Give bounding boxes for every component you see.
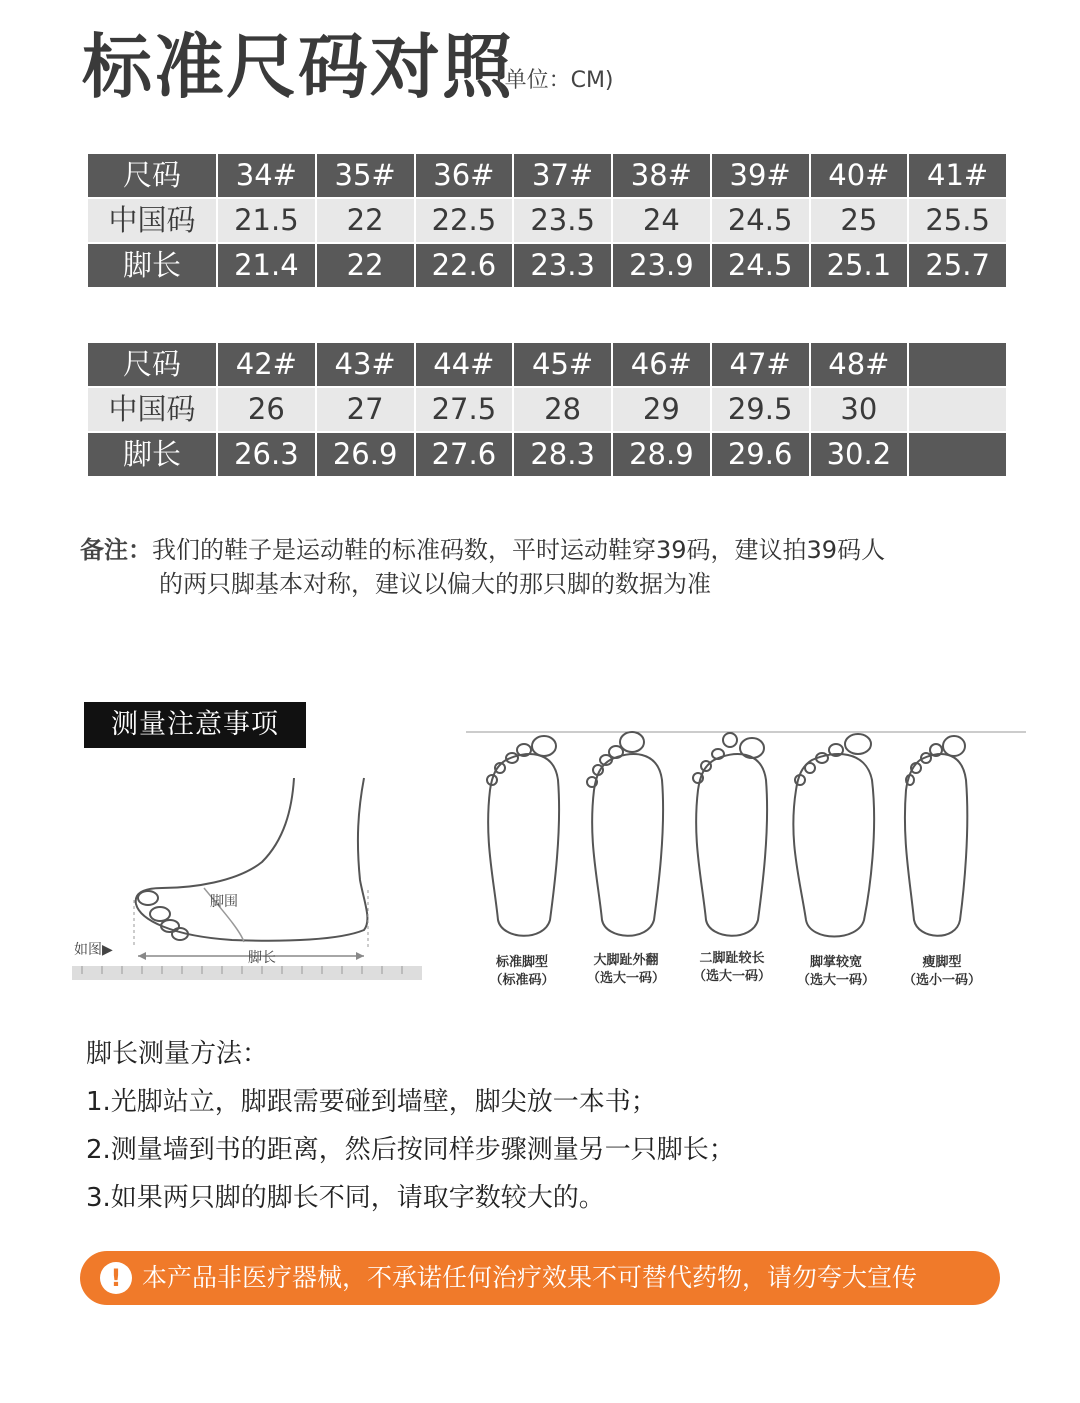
page-title: 标准尺码对照	[82, 26, 514, 108]
foot-cell: 28.3	[514, 433, 611, 476]
length-label: 脚长	[248, 950, 276, 966]
size-cell: 41#	[909, 154, 1006, 197]
china-cell: 26	[218, 388, 315, 431]
foot-cell: 22	[317, 244, 414, 287]
foot-length-row	[88, 244, 1006, 287]
size-row	[88, 343, 1006, 386]
foot-type-hint: （选大一码）	[586, 971, 666, 986]
foot-type-hint: （选大一码）	[692, 969, 772, 984]
foot-cell: 25.1	[811, 244, 908, 287]
size-cell: 38#	[613, 154, 710, 197]
foot-cell: 22.6	[416, 244, 513, 287]
row-header: 脚长	[88, 433, 216, 476]
remark-line-1: 我们的鞋子是运动鞋的标准码数，平时运动鞋穿39码，建议拍39码人	[152, 536, 886, 564]
china-cell: 21.5	[218, 199, 315, 242]
size-row	[88, 154, 1006, 197]
size-cell: 43#	[317, 343, 414, 386]
size-table-1	[86, 152, 1008, 289]
china-cell: 25.5	[909, 199, 1006, 242]
foot-cell: 26.3	[218, 433, 315, 476]
foot-cell: 29.6	[712, 433, 809, 476]
disclaimer-banner	[80, 1251, 1000, 1305]
exclamation-icon: !	[100, 1262, 132, 1294]
china-cell: 25	[811, 199, 908, 242]
china-cell: 24.5	[712, 199, 809, 242]
row-header: 中国码	[88, 199, 216, 242]
china-cell: 29	[613, 388, 710, 431]
foot-type-name: 二脚趾较长	[699, 951, 765, 966]
size-cell: 48#	[811, 343, 908, 386]
size-cell: 37#	[514, 154, 611, 197]
size-cell: 46#	[613, 343, 710, 386]
foot-type-name: 大脚趾外翻	[593, 953, 659, 968]
remark-label: 备注：	[80, 536, 152, 564]
foot-type-hint: （选小一码）	[902, 973, 982, 988]
foot-length-row	[88, 433, 1006, 476]
size-cell: 39#	[712, 154, 809, 197]
row-header: 脚长	[88, 244, 216, 287]
foot-cell	[909, 433, 1006, 476]
size-cell: 34#	[218, 154, 315, 197]
as-shown-label: 如图▶	[74, 942, 113, 958]
foot-cell: 23.9	[613, 244, 710, 287]
foot-cell: 21.4	[218, 244, 315, 287]
foot-cell: 30.2	[811, 433, 908, 476]
unit-label: (单位：CM)	[496, 68, 614, 93]
measure-method	[86, 1030, 735, 1222]
method-title: 脚长测量方法：	[86, 1039, 269, 1069]
measure-notes-badge: 测量注意事项	[84, 702, 306, 748]
foot-types-illustration	[466, 720, 1026, 1000]
method-step: 3.如果两只脚的脚长不同，请取字数较大的。	[86, 1183, 605, 1213]
china-cell: 28	[514, 388, 611, 431]
side-foot-illustration	[72, 770, 422, 1000]
foot-type-name: 标准脚型	[495, 955, 549, 970]
row-header: 尺码	[88, 343, 216, 386]
china-cell: 29.5	[712, 388, 809, 431]
size-cell: 40#	[811, 154, 908, 197]
china-cell: 27	[317, 388, 414, 431]
foot-type-name: 瘦脚型	[922, 955, 962, 970]
size-cell: 44#	[416, 343, 513, 386]
size-cell: 35#	[317, 154, 414, 197]
method-step: 1.光脚站立，脚跟需要碰到墙壁，脚尖放一本书；	[86, 1087, 657, 1117]
foot-cell: 27.6	[416, 433, 513, 476]
size-cell: 47#	[712, 343, 809, 386]
size-cell: 45#	[514, 343, 611, 386]
china-cell: 27.5	[416, 388, 513, 431]
foot-cell: 28.9	[613, 433, 710, 476]
size-cell	[909, 343, 1006, 386]
foot-cell: 26.9	[317, 433, 414, 476]
china-cell: 22	[317, 199, 414, 242]
foot-type-name: 脚掌较宽	[809, 955, 863, 970]
size-cell: 36#	[416, 154, 513, 197]
china-cell: 23.5	[514, 199, 611, 242]
size-cell: 42#	[218, 343, 315, 386]
china-cell: 24	[613, 199, 710, 242]
china-size-row	[88, 388, 1006, 431]
row-header: 中国码	[88, 388, 216, 431]
foot-type-hint: （选大一码）	[796, 973, 876, 988]
remark-line-2: 的两只脚基本对称，建议以偏大的那只脚的数据为准	[159, 570, 711, 598]
girth-label: 脚围	[210, 894, 238, 910]
size-table-2	[86, 341, 1008, 478]
foot-cell: 25.7	[909, 244, 1006, 287]
foot-cell: 23.3	[514, 244, 611, 287]
china-cell	[909, 388, 1006, 431]
china-cell: 22.5	[416, 199, 513, 242]
remark	[80, 533, 1020, 601]
disclaimer-text: 本产品非医疗器械，不承诺任何治疗效果不可替代药物，请勿夸大宣传	[142, 1263, 918, 1292]
china-size-row	[88, 199, 1006, 242]
foot-cell: 24.5	[712, 244, 809, 287]
row-header: 尺码	[88, 154, 216, 197]
foot-type-hint: （标准码）	[489, 973, 555, 988]
method-step: 2.测量墙到书的距离，然后按同样步骤测量另一只脚长；	[86, 1135, 735, 1165]
china-cell: 30	[811, 388, 908, 431]
